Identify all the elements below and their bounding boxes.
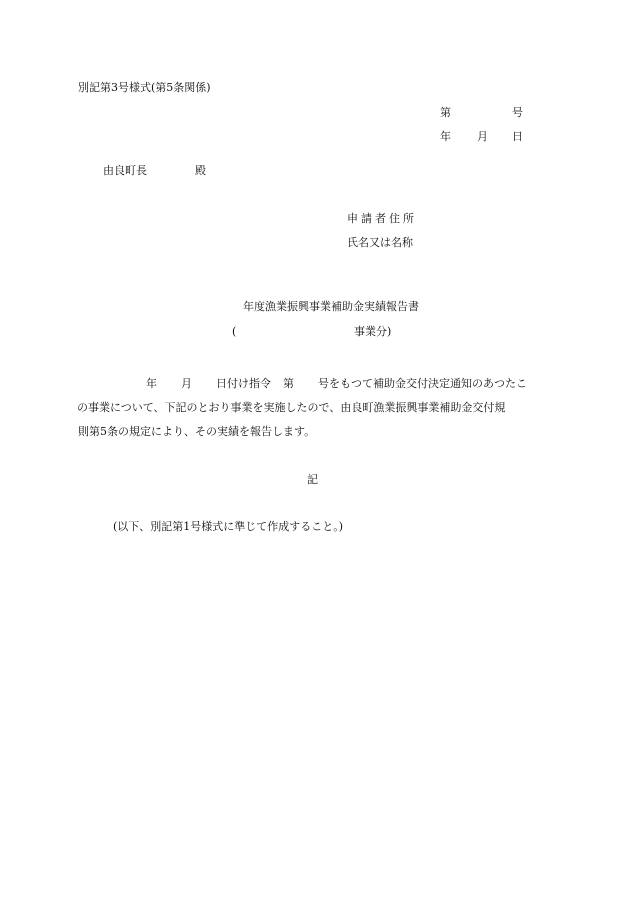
form-label: 別記第3号様式(第5条関係) <box>78 81 211 94</box>
date-year-label: 年 <box>440 130 451 143</box>
body-line-1 <box>88 377 527 391</box>
applicant-address-label: 申請者住所 <box>347 212 417 225</box>
date-day-label: 日 <box>512 130 523 143</box>
body-number-prefix: 第 <box>283 377 294 390</box>
body-month: 月 <box>181 377 192 390</box>
doc-number-prefix: 第 <box>440 106 451 119</box>
applicant-name-label: 氏名又は名称 <box>347 236 413 249</box>
body-date-directive: 日付け指令 <box>216 377 271 390</box>
addressee-honorific: 殿 <box>195 164 206 177</box>
ki-heading: 記 <box>307 473 318 486</box>
footnote: (以下、別記第1号様式に準じて作成すること。) <box>113 520 344 533</box>
business-paren-open: ( <box>232 325 237 338</box>
body-line-3: 則第5条の規定により、その実績を報告します。 <box>78 425 316 438</box>
body-year: 年 <box>146 377 157 390</box>
date-month-label: 月 <box>477 130 488 143</box>
body-line-2: の事業について、下記のとおり事業を実施したので、由良町漁業振興事業補助金交付規 <box>77 401 506 414</box>
addressee-name: 由良町長 <box>103 164 147 177</box>
body-line-1-rest: 号をもつて補助金交付決定通知のあつたこ <box>318 377 527 390</box>
business-paren-close: 事業分) <box>354 325 392 338</box>
document-title: 年度漁業振興事業補助金実績報告書 <box>243 300 419 313</box>
doc-number-suffix: 号 <box>512 106 523 119</box>
